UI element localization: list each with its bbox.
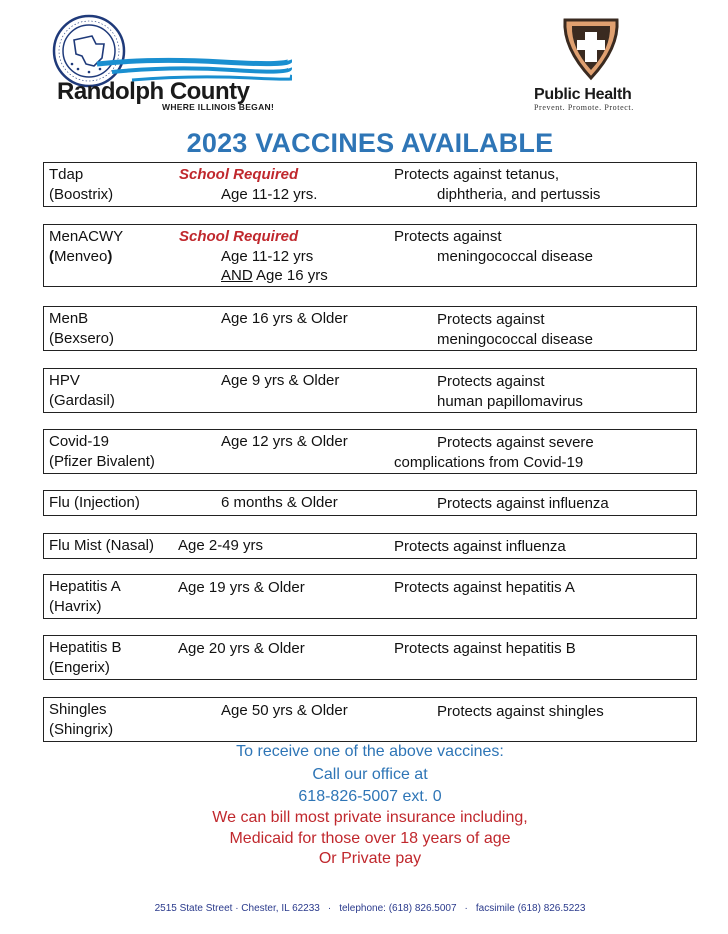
vaccine-protects: Protects against severe [437,434,594,451]
vaccine-name: Hepatitis A [49,578,121,595]
vaccine-row-hpv [43,368,697,413]
vaccine-protects: Protects against influenza [437,495,609,512]
vaccine-protects: Protects against hepatitis A [394,579,575,596]
vaccine-age: Age 11-12 yrs. [221,186,318,203]
vaccine-name: Tdap [49,166,84,183]
footer-call-label: Call our office at [312,766,428,783]
vaccine-age: Age 9 yrs & Older [221,372,340,389]
vaccine-row-tdap [43,162,697,207]
vaccine-protects: meningococcal disease [437,248,593,265]
contact-bar: 2515 State Street · Chester, IL 62233 · telephone: (618) 826.5007 · facsimile (618) 826.5223 [154,903,586,914]
vaccine-age: 6 months & Older [221,494,338,511]
vaccine-age: Age 2-49 yrs [178,537,264,554]
page-title: 2023 VACCINES AVAILABLE [186,128,554,158]
vaccine-protects: Protects against influenza [394,538,566,555]
public-health-tagline: Prevent. Promote. Protect. [534,103,634,112]
insurance-note: We can bill most private insurance including, [212,809,528,826]
vaccine-protects: complications from Covid-19 [394,454,584,471]
vaccine-row-shingles [43,697,697,742]
vaccine-brand: (Gardasil) [49,392,115,409]
vaccine-protects: human papillomavirus [437,393,583,410]
vaccine-name: Covid-19 [49,433,110,450]
contact-fax: facsimile (618) 826.5223 [475,903,586,914]
vaccine-age: Age 20 yrs & Older [178,640,305,657]
vaccine-age: Age 19 yrs & Older [178,579,305,596]
vaccine-protects: Protects against [437,311,545,328]
vaccine-age: Age 16 yrs & Older [221,310,348,327]
vaccine-name: MenACWY [49,228,124,245]
contact-address: 2515 State Street · Chester, IL 62233 [154,903,320,914]
vaccine-row-menacwy [43,224,697,287]
school-required-label: School Required [179,166,299,183]
insurance-note: Medicaid for those over 18 years of age [229,830,511,847]
contact-telephone: telephone: (618) 826.5007 [339,903,457,914]
vaccine-row-flu-mist [43,533,697,559]
vaccine-brand: (Pfizer Bivalent) [49,453,155,470]
vaccine-row-covid19 [43,429,697,474]
insurance-note: Or Private pay [318,850,422,867]
county-tagline: WHERE ILLINOIS BEGAN! [162,102,275,112]
vaccine-name: HPV [49,372,80,389]
vaccine-row-flu-injection [43,490,697,516]
vaccine-name: Hepatitis B [49,639,122,656]
vaccine-protects: meningococcal disease [437,331,593,348]
county-name: Randolph County [57,78,250,105]
vaccine-protects: Protects against [437,373,545,390]
public-health-name: Public Health [534,86,632,103]
vaccine-protects: Protects against hepatitis B [394,640,576,657]
vaccine-brand: (Shingrix) [49,721,114,738]
vaccine-protects: Protects against shingles [437,703,604,720]
vaccine-brand: (Menveo) [49,248,113,265]
vaccine-age-alt: AND Age 16 yrs [221,267,328,284]
vaccine-protects: Protects against [394,228,502,245]
vaccine-brand: (Engerix) [49,659,110,676]
vaccine-protects: diphtheria, and pertussis [437,186,601,203]
vaccine-row-hepatitis-b [43,635,697,680]
footer-phone: 618-826-5007 ext. 0 [298,788,442,805]
footer-instruction: To receive one of the above vaccines: [236,743,504,760]
public-health-shield-icon [557,14,625,82]
vaccine-brand: (Havrix) [49,598,102,615]
vaccine-name: Flu Mist (Nasal) [49,537,155,554]
vaccine-brand: (Boostrix) [49,186,114,203]
school-required-label: School Required [179,228,299,245]
vaccine-name: Flu (Injection) [49,494,140,511]
vaccine-row-menb [43,306,697,351]
vaccine-brand: (Bexsero) [49,330,115,347]
vaccine-name: MenB [49,310,89,327]
vaccine-protects: Protects against tetanus, [394,166,560,183]
vaccine-age: Age 12 yrs & Older [221,433,348,450]
vaccine-row-hepatitis-a [43,574,697,619]
vaccine-age: Age 50 yrs & Older [221,702,348,719]
vaccine-age: Age 11-12 yrs [221,248,314,265]
vaccine-name: Shingles [49,701,107,718]
